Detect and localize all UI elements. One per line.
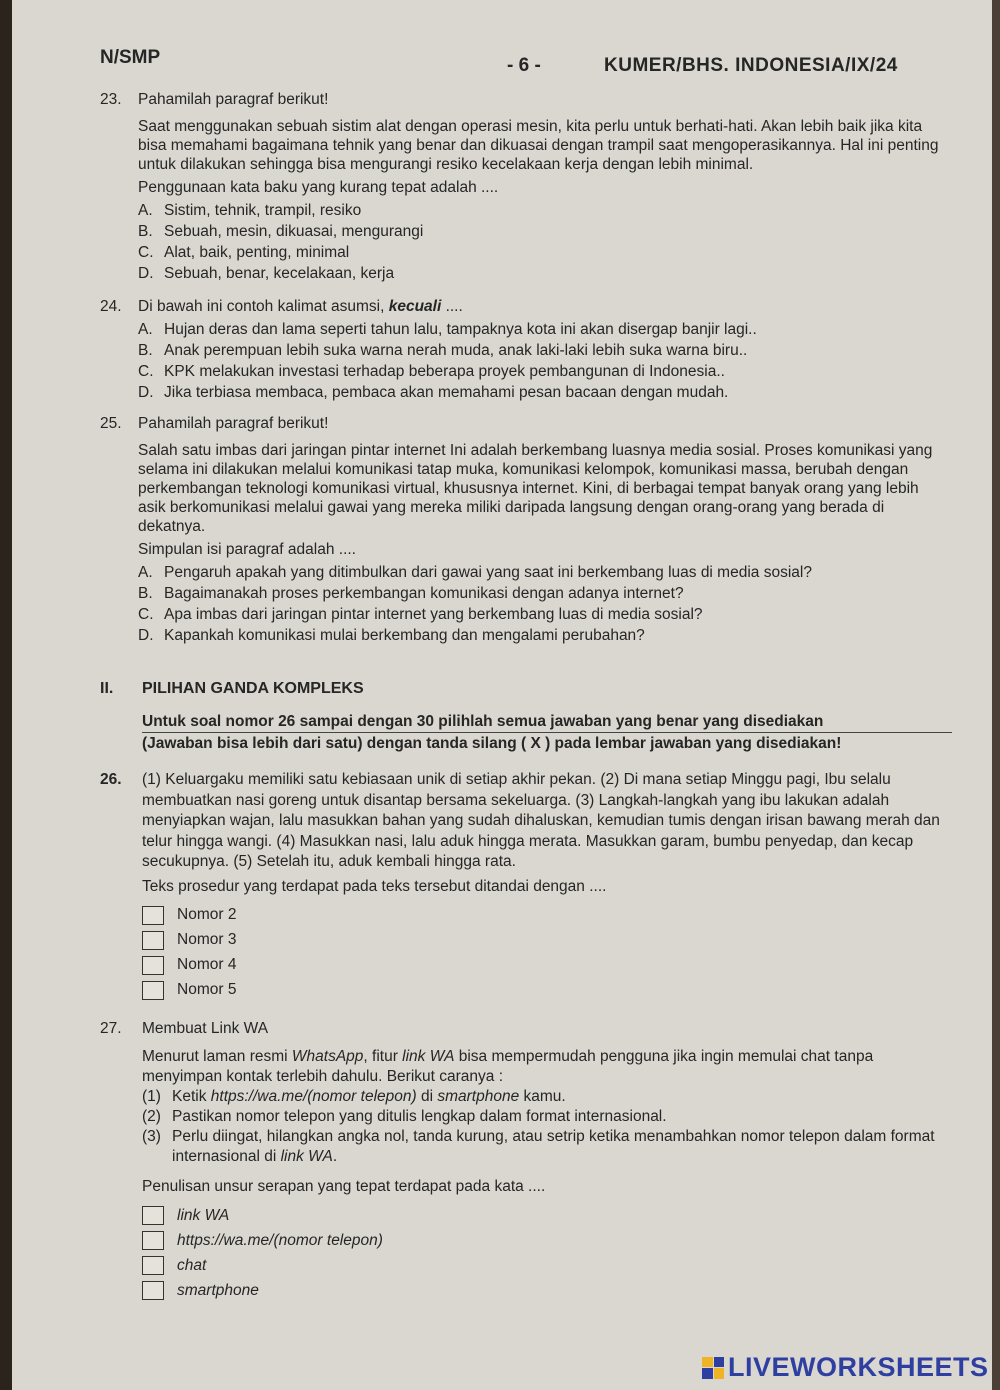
question-intro: Menurut laman resmi WhatsApp, fitur link WA bisa mempermudah pengguna jika ingin memulai chat tanpa menyimpan kontak terlebih dahulu. Berikut caranya : [142, 1048, 874, 1085]
section-heading [100, 680, 364, 698]
checkbox[interactable] [142, 956, 164, 975]
background-edge-right [992, 0, 1000, 1390]
option-b[interactable]: B. Anak perempuan lebih suka warna nerah muda, anak laki-laki lebih suka warna biru.. [138, 342, 748, 359]
question-number: 24. [100, 298, 122, 315]
checkbox[interactable] [142, 1206, 164, 1225]
step-3: (3) Perlu diingat, hilangkan angka nol, tanda kurung, atau setrip ketika menambahkan nomor telepon dalam format internasional di link WA. [142, 1128, 935, 1165]
option-list [138, 200, 950, 284]
option-d[interactable]: D. Kapankah komunikasi mulai berkembang dan mengalami perubahan? [138, 627, 645, 644]
choice-item[interactable]: Nomor 3 [142, 928, 950, 953]
option-list [138, 562, 950, 646]
option-c[interactable]: C. KPK melakukan investasi terhadap beberapa proyek pembangunan di Indonesia.. [138, 363, 725, 380]
option-a[interactable]: A. Pengaruh apakah yang ditimbulkan dari gawai yang saat ini berkembang luas di media sosial? [138, 564, 812, 581]
liveworksheets-logo-icon [702, 1357, 724, 1379]
choice-item[interactable]: chat [142, 1253, 950, 1278]
option-d[interactable]: D. Sebuah, benar, kecelakaan, kerja [138, 265, 395, 282]
question-stem: Simpulan isi paragraf adalah .... [138, 541, 356, 558]
background-edge-left [0, 0, 12, 1390]
option-c[interactable]: C. Apa imbas dari jaringan pintar internet yang berkembang luas di media sosial? [138, 606, 703, 623]
option-b[interactable]: B. Sebuah, mesin, dikuasai, mengurangi [138, 223, 424, 240]
checkbox[interactable] [142, 1231, 164, 1250]
question-number: 26. [100, 771, 122, 788]
header-exam-code: KUMER/BHS. INDONESIA/IX/24 [604, 55, 898, 76]
question-25 [100, 414, 950, 646]
question-number: 27. [100, 1020, 122, 1037]
worksheet-page [12, 0, 992, 1390]
question-title: Membuat Link WA [142, 1020, 269, 1037]
choice-item[interactable]: Nomor 5 [142, 978, 950, 1003]
option-a[interactable]: A. Sistim, tehnik, trampil, resiko [138, 202, 362, 219]
header-page-number: - 6 - [507, 55, 541, 76]
choice-item[interactable]: Nomor 4 [142, 953, 950, 978]
stem-emphasis: kecuali [388, 298, 442, 315]
choice-item[interactable]: link WA [142, 1203, 950, 1228]
question-instruction: Pahamilah paragraf berikut! [138, 91, 329, 108]
checkbox[interactable] [142, 981, 164, 1000]
question-number: 25. [100, 415, 122, 432]
liveworksheets-logo [702, 1352, 989, 1383]
question-paragraph: (1) Keluargaku memiliki satu kebiasaan unik di setiap akhir pekan. (2) Di mana setiap Minggu pagi, Ibu selalu membuatkan nasi goreng untuk disantap bersama sekeluarga. (3) Langkah-langkah yang ibu lakukan adalah menyiapkan wajan, lalu masukkan bahan yang sudah dihaluskan, kemudian tumis dengan irisan bawang merah dan telur hingga wangi. (4) Masukkan nasi, lalu aduk hingga merata. Masukkan garam, bumbu penyedap, dan kecap secukupnya. (5) Setelah itu, aduk kembali hingga rata. [142, 771, 940, 870]
option-list [138, 319, 950, 403]
checkbox[interactable] [142, 906, 164, 925]
choice-item[interactable]: https://wa.me/(nomor telepon) [142, 1228, 950, 1253]
choice-item[interactable]: Nomor 2 [142, 903, 950, 928]
question-23 [100, 90, 950, 284]
option-c[interactable]: C. Alat, baik, penting, minimal [138, 244, 350, 261]
checkbox[interactable] [142, 931, 164, 950]
question-stem: Teks prosedur yang terdapat pada teks tersebut ditandai dengan .... [142, 877, 607, 895]
checkbox-list [142, 1203, 950, 1303]
checkbox-list [142, 903, 950, 1003]
checkbox[interactable] [142, 1256, 164, 1275]
question-stem: Penggunaan kata baku yang kurang tepat adalah .... [138, 179, 499, 196]
section-instruction: Untuk soal nomor 26 sampai dengan 30 pilihlah semua jawaban yang benar yang disediakan (Jawaban bisa lebih dari satu) dengan tanda silang ( X ) pada lembar jawaban yang disediakan! [142, 711, 952, 754]
option-b[interactable]: B. Bagaimanakah proses perkembangan komunikasi dengan adanya internet? [138, 585, 684, 602]
question-instruction: Pahamilah paragraf berikut! [138, 415, 329, 432]
question-26 [100, 770, 950, 1003]
option-d[interactable]: D. Jika terbiasa membaca, pembaca akan memahami pesan bacaan dengan mudah. [138, 384, 729, 401]
section-number: II. [100, 680, 114, 697]
section-title: PILIHAN GANDA KOMPLEKS [142, 680, 364, 697]
choice-item[interactable]: smartphone [142, 1278, 950, 1303]
question-paragraph: Saat menggunakan sebuah sistim alat dengan operasi mesin, kita perlu untuk berhati-hati. Akan lebih baik jika kita bisa memahami bagaimana tehnik yang benar dan dikuasai dengan trampil saat mengoperasikannya. Hal ini penting untuk dilakukan sehingga bisa mengurangi resiko kecelakaan kerja dengan lebih minimal. [138, 118, 939, 173]
question-24 [100, 297, 950, 403]
question-paragraph: Salah satu imbas dari jaringan pintar internet Ini adalah berkembang luasnya media sosial. Proses komunikasi yang selama ini dilakukan melalui komunikasi tatap muka, komunikasi kelompok, komunikasi massa, berubah dengan perkembangan teknologi komunikasi virtual, khususnya internet. Kini, di berbagai tempat banyak orang yang lebih asik berkomunikasi melalui gawai yang mereka miliki daripada langsung dengan orang-orang yang berada di dekatnya. [138, 442, 933, 535]
question-stem: Di bawah ini contoh kalimat asumsi, kecuali .... [138, 298, 463, 315]
step-2: (2) Pastikan nomor telepon yang ditulis lengkap dalam format internasional. [142, 1108, 667, 1125]
header-school-level: N/SMP [100, 47, 161, 68]
question-number: 23. [100, 91, 122, 108]
step-1: (1) Ketik https://wa.me/(nomor telepon) di smartphone kamu. [142, 1088, 566, 1105]
question-27 [100, 1019, 950, 1303]
brand-name: LIVEWORKSHEETS [728, 1352, 989, 1382]
checkbox[interactable] [142, 1281, 164, 1300]
option-a[interactable]: A. Hujan deras dan lama seperti tahun lalu, tampaknya kota ini akan disergap banjir lagi.. [138, 321, 757, 338]
question-stem: Penulisan unsur serapan yang tepat terdapat pada kata .... [142, 1178, 546, 1195]
